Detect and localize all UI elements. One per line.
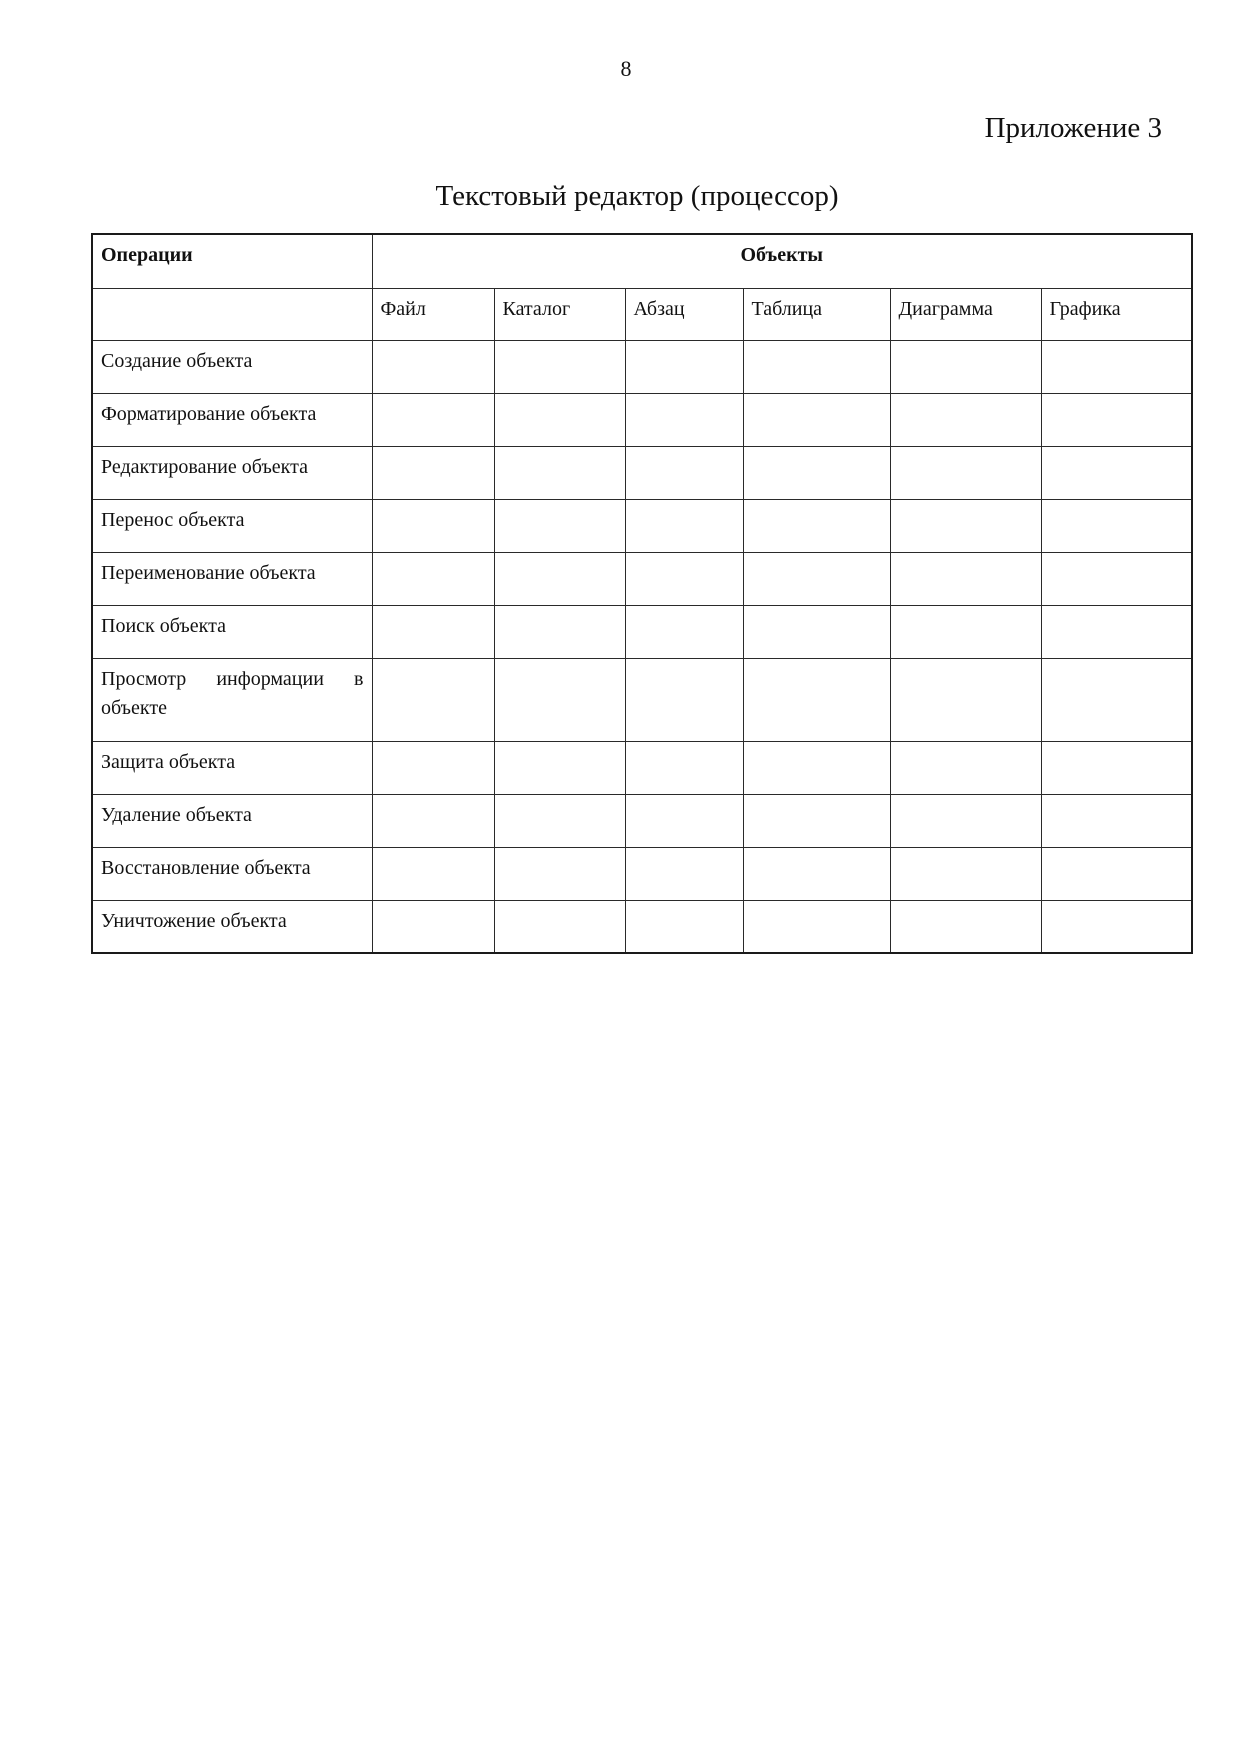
table-row [92,499,1192,552]
empty-table-cell [494,446,625,499]
table-row [92,658,1192,741]
empty-table-cell [743,847,890,900]
empty-table-cell [890,552,1041,605]
object-header-paragraph: Абзац [625,288,743,340]
empty-table-cell [1041,658,1192,741]
empty-table-cell [625,446,743,499]
empty-table-cell [372,658,494,741]
operation-label: Редактирование объекта [92,446,372,499]
empty-table-cell [494,900,625,953]
empty-table-cell [494,552,625,605]
empty-table-cell [625,552,743,605]
operation-label: Поиск объекта [92,605,372,658]
empty-table-cell [890,794,1041,847]
empty-table-cell [743,499,890,552]
empty-cell [92,288,372,340]
object-header-catalog: Каталог [494,288,625,340]
operation-label: Просмотр информации в объекте [92,658,372,741]
empty-table-cell [372,741,494,794]
empty-table-cell [372,794,494,847]
empty-table-cell [1041,393,1192,446]
empty-table-cell [743,658,890,741]
table-row [92,794,1192,847]
empty-table-cell [494,741,625,794]
empty-table-cell [890,605,1041,658]
operation-label: Перенос объекта [92,499,372,552]
empty-table-cell [625,794,743,847]
page-number: 8 [620,56,632,81]
table-row [92,741,1192,794]
empty-table-cell [890,658,1041,741]
operation-label: Уничтожение объекта [92,900,372,953]
empty-table-cell [372,900,494,953]
operation-label: Удаление объекта [92,794,372,847]
empty-table-cell [494,658,625,741]
empty-table-cell [494,794,625,847]
empty-table-cell [1041,741,1192,794]
empty-table-cell [890,446,1041,499]
objects-row [92,288,1192,340]
operation-label: Форматирование объекта [92,393,372,446]
table-row [92,605,1192,658]
table-row [92,446,1192,499]
table-row [92,340,1192,393]
empty-table-cell [890,499,1041,552]
empty-table-cell [1041,446,1192,499]
empty-table-cell [625,847,743,900]
operations-header: Операции [92,234,372,288]
empty-table-cell [494,847,625,900]
object-header-file: Файл [372,288,494,340]
empty-table-cell [372,499,494,552]
empty-table-cell [372,552,494,605]
empty-table-cell [890,340,1041,393]
object-header-diagram: Диаграмма [890,288,1041,340]
empty-table-cell [625,900,743,953]
empty-table-cell [890,741,1041,794]
empty-table-cell [1041,794,1192,847]
empty-table-cell [494,499,625,552]
empty-table-cell [743,900,890,953]
table-row [92,393,1192,446]
empty-table-cell [625,499,743,552]
empty-table-cell [743,741,890,794]
operations-table [91,233,1193,954]
operation-label: Переименование объекта [92,552,372,605]
operation-label: Восстановление объекта [92,847,372,900]
empty-table-cell [743,340,890,393]
table-row [92,552,1192,605]
empty-table-cell [372,847,494,900]
empty-table-cell [743,446,890,499]
empty-table-cell [890,847,1041,900]
table-row [92,847,1192,900]
empty-table-cell [625,340,743,393]
object-header-graphics: Графика [1041,288,1192,340]
empty-table-cell [372,340,494,393]
appendix-label: Приложение 3 [984,112,1162,144]
empty-table-cell [743,794,890,847]
operation-label: Создание объекта [92,340,372,393]
empty-table-cell [743,393,890,446]
empty-table-cell [743,552,890,605]
empty-table-cell [1041,847,1192,900]
empty-table-cell [890,393,1041,446]
empty-table-cell [625,658,743,741]
table-row [92,900,1192,953]
page-title: Текстовый редактор (процессор) [435,180,839,212]
empty-table-cell [494,605,625,658]
objects-header: Объекты [372,234,1192,288]
operation-label: Защита объекта [92,741,372,794]
empty-table-cell [494,340,625,393]
empty-table-cell [1041,900,1192,953]
empty-table-cell [494,393,625,446]
empty-table-cell [625,393,743,446]
empty-table-cell [372,393,494,446]
operations-table-container [91,233,1191,954]
empty-table-cell [372,605,494,658]
empty-table-cell [372,446,494,499]
empty-table-cell [1041,340,1192,393]
empty-table-cell [625,741,743,794]
object-header-table: Таблица [743,288,890,340]
table-header-row [92,234,1192,288]
empty-table-cell [1041,499,1192,552]
empty-table-cell [625,605,743,658]
empty-table-cell [1041,605,1192,658]
empty-table-cell [1041,552,1192,605]
empty-table-cell [743,605,890,658]
empty-table-cell [890,900,1041,953]
